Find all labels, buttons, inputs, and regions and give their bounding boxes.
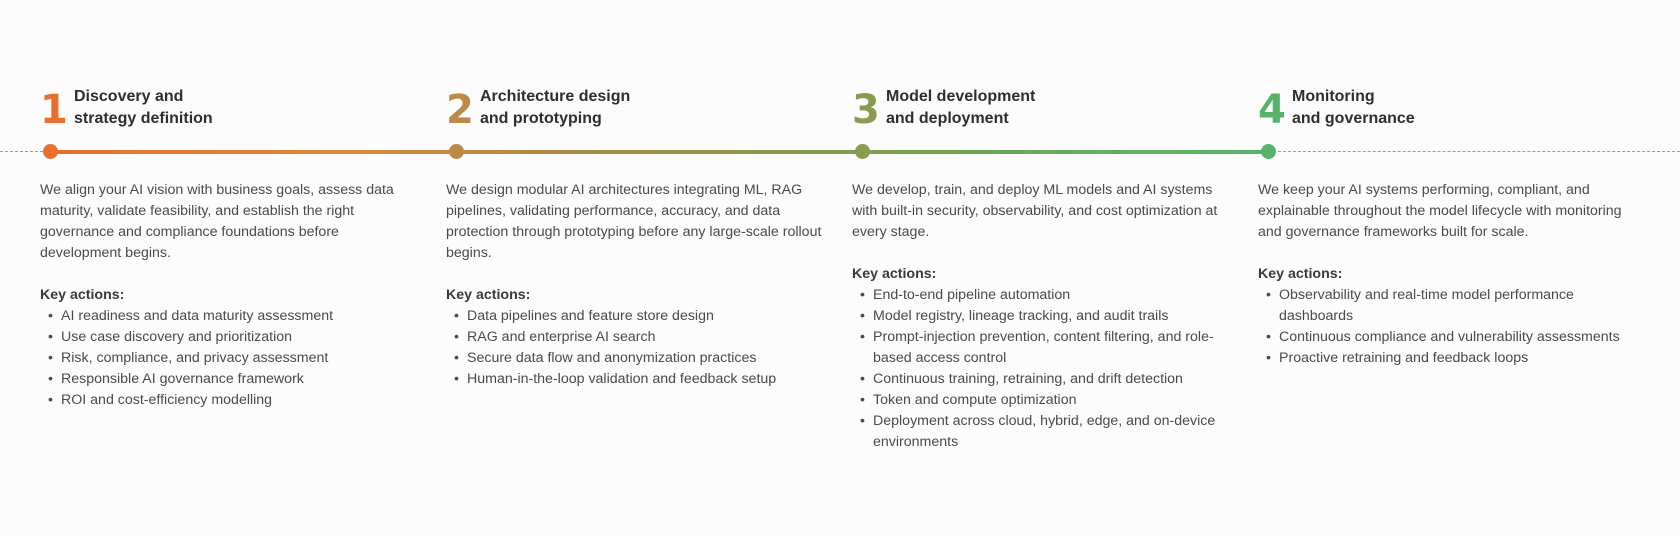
step-3-number: 3 <box>852 87 880 133</box>
step-3-key-actions-list <box>852 285 1232 453</box>
list-item: • Human-in-the-loop validation and feedback setup <box>446 369 826 390</box>
step-1 <box>40 84 420 411</box>
list-item: • Secure data flow and anonymization practices <box>446 348 826 369</box>
list-item: • Model registry, lineage tracking, and audit trails <box>852 306 1232 327</box>
step-4-key-actions-label: Key actions: <box>1258 266 1343 282</box>
step-2-description: We design modular AI architectures integrating ML, RAG pipelines, validating performance, accuracy, and data protection through prototyping before any large-scale rollout begins. <box>446 182 822 261</box>
step-3-body <box>852 180 1232 453</box>
step-1-key-actions-label: Key actions: <box>40 287 125 303</box>
step-3-key-actions-label: Key actions: <box>852 266 937 282</box>
step-4-header <box>1258 84 1638 140</box>
step-2-title: Architecture design and prototyping <box>480 88 631 127</box>
step-3-header <box>852 84 1232 140</box>
list-item: • Data pipelines and feature store design <box>446 306 826 327</box>
list-item: • Prompt-injection prevention, content filtering, and role-based access control <box>852 327 1232 369</box>
list-item: • Use case discovery and prioritization <box>40 327 420 348</box>
list-item: • Risk, compliance, and privacy assessment <box>40 348 420 369</box>
step-4-title: Monitoring and governance <box>1292 88 1415 127</box>
list-item: • Observability and real-time model performance dashboards <box>1258 285 1638 327</box>
list-item: • RAG and enterprise AI search <box>446 327 826 348</box>
step-2-number: 2 <box>446 87 474 133</box>
step-3-title: Model development and deployment <box>886 88 1036 127</box>
list-item: • Proactive retraining and feedback loops <box>1258 348 1638 369</box>
step-2 <box>446 84 826 390</box>
list-item: • Responsible AI governance framework <box>40 369 420 390</box>
step-3 <box>852 84 1232 453</box>
step-1-header <box>40 84 420 140</box>
list-item: • Deployment across cloud, hybrid, edge, and on-device environments <box>852 411 1232 453</box>
step-1-body <box>40 180 420 411</box>
list-item: • Continuous training, retraining, and drift detection <box>852 369 1232 390</box>
step-1-key-actions-list <box>40 306 420 411</box>
step-2-header <box>446 84 826 140</box>
step-2-key-actions-label: Key actions: <box>446 287 531 303</box>
step-2-key-actions-list <box>446 306 826 390</box>
step-4 <box>1258 84 1638 369</box>
step-2-body <box>446 180 826 390</box>
step-1-description: We align your AI vision with business goals, assess data maturity, validate feasibility, and establish the right governance and compliance foundations before development begins. <box>40 182 394 261</box>
step-4-body <box>1258 180 1638 369</box>
list-item: • ROI and cost-efficiency modelling <box>40 390 420 411</box>
step-1-title: Discovery and strategy definition <box>74 88 213 127</box>
step-4-number: 4 <box>1258 87 1286 133</box>
list-item: • Continuous compliance and vulnerability assessments <box>1258 327 1638 348</box>
step-3-description: We develop, train, and deploy ML models and AI systems with built-in security, observability, and cost optimization at every stage. <box>852 182 1218 240</box>
list-item: • AI readiness and data maturity assessment <box>40 306 420 327</box>
step-1-number: 1 <box>40 87 68 133</box>
list-item: • Token and compute optimization <box>852 390 1232 411</box>
list-item: • End-to-end pipeline automation <box>852 285 1232 306</box>
step-4-key-actions-list <box>1258 285 1638 369</box>
step-4-description: We keep your AI systems performing, compliant, and explainable throughout the model lifecycle with monitoring and governance frameworks built for scale. <box>1258 182 1622 240</box>
